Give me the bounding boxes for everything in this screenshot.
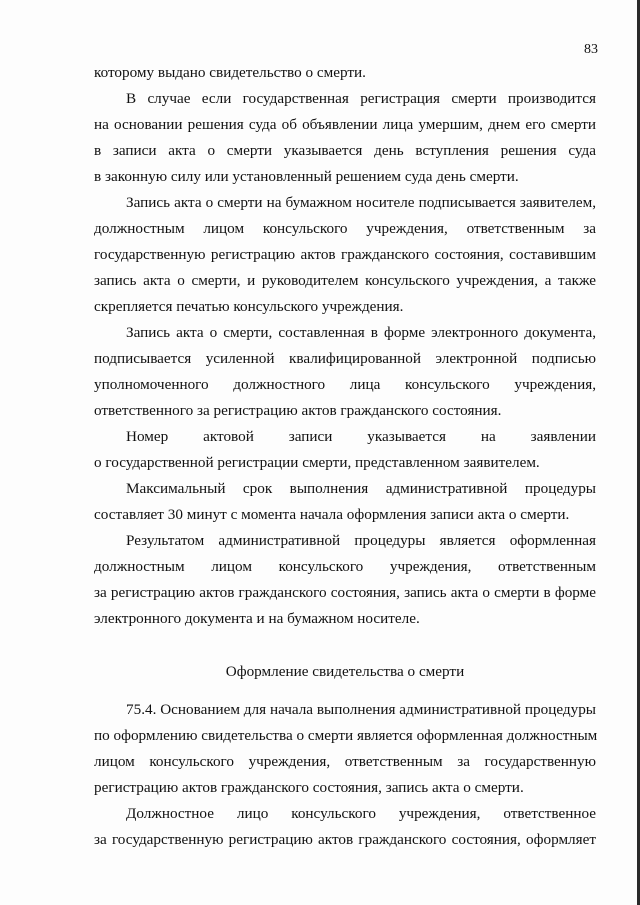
- paragraph: [94, 86, 596, 190]
- text-line: по оформлению свидетельства о смерти является оформленная должностным: [94, 727, 598, 744]
- section-heading-text: Оформление свидетельства о смерти: [225, 663, 465, 680]
- paragraph: [94, 476, 596, 528]
- text-line: Номер актовой записи указывается на заявлении: [126, 428, 596, 445]
- page-number: 83: [584, 42, 598, 57]
- text-line: 75.4. Основанием для начала выполнения административной процедуры: [126, 701, 596, 718]
- text-line: Запись акта о смерти на бумажном носителе подписывается заявителем,: [126, 194, 596, 211]
- text-line: лицом консульского учреждения, ответственным за государственную: [94, 753, 596, 770]
- text-line: должностным лицом консульского учреждения, ответственным: [94, 558, 596, 575]
- body-text-top: [94, 60, 596, 632]
- text-line: государственную регистрацию актов гражданского состояния, составившим: [94, 246, 596, 263]
- text-line: скрепляется печатью консульского учреждения.: [94, 298, 404, 315]
- text-line: регистрацию актов гражданского состояния, запись акта о смерти.: [94, 779, 524, 796]
- text-line: на основании решения суда об объявлении лица умершим, днем его смерти: [94, 116, 596, 133]
- section-heading: [94, 659, 596, 685]
- paragraph: [94, 190, 596, 320]
- text-line: Запись акта о смерти, составленная в форме электронного документа,: [126, 324, 596, 341]
- text-line: Результатом административной процедуры является оформленная: [126, 532, 596, 549]
- text-line: за регистрацию актов гражданского состояния, запись акта о смерти в форме: [94, 584, 596, 601]
- text-line: Должностное лицо консульского учреждения, ответственное: [126, 805, 596, 822]
- text-line: за государственную регистрацию актов гражданского состояния, оформляет: [94, 831, 596, 848]
- text-line: электронного документа и на бумажном носителе.: [94, 610, 420, 627]
- paragraph: [94, 528, 596, 632]
- paragraph: [94, 424, 596, 476]
- paragraph: [94, 320, 596, 424]
- text-line: уполномоченного должностного лица консульского учреждения,: [94, 376, 596, 393]
- paragraph: [94, 60, 596, 86]
- text-line: которому выдано свидетельство о смерти.: [94, 64, 366, 81]
- text-line: о государственной регистрации смерти, представленном заявителем.: [94, 454, 540, 471]
- text-line: ответственного за регистрацию актов гражданского состояния.: [94, 402, 502, 419]
- text-line: должностным лицом консульского учреждения, ответственным за: [94, 220, 596, 237]
- text-line: подписывается усиленной квалифицированной электронной подписью: [94, 350, 596, 367]
- body-text-bottom: [94, 697, 596, 853]
- text-line: В случае если государственная регистрация смерти производится: [126, 90, 596, 107]
- text-line: в записи акта о смерти указывается день вступления решения суда: [94, 142, 596, 159]
- paragraph: [94, 801, 596, 853]
- text-line: составляет 30 минут с момента начала оформления записи акта о смерти.: [94, 506, 570, 523]
- paragraph: [94, 697, 596, 801]
- text-line: в законную силу или установленный решением суда день смерти.: [94, 168, 519, 185]
- text-line: запись акта о смерти, и руководителем консульского учреждения, а также: [94, 272, 596, 289]
- text-line: Максимальный срок выполнения административной процедуры: [126, 480, 596, 497]
